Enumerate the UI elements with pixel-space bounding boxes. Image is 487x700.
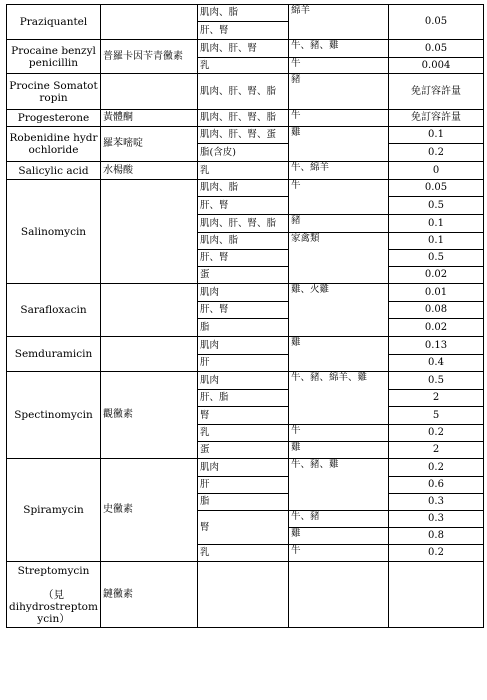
chinese-name xyxy=(101,284,198,337)
species: 豬 xyxy=(289,74,389,110)
residue-limit: 0.05 xyxy=(389,40,484,58)
tissue: 脂 xyxy=(198,319,289,337)
residue-limit xyxy=(389,562,484,628)
species: 牛 xyxy=(289,425,389,442)
table-row xyxy=(7,74,484,110)
table-row xyxy=(7,5,484,22)
residue-limit: 0.08 xyxy=(389,302,484,319)
tissue: 脂 xyxy=(198,494,289,511)
tissue: 脂(含皮) xyxy=(198,144,289,162)
table-row xyxy=(7,127,484,144)
drug-name: Progesterone xyxy=(7,110,101,127)
drug-name: Salinomycin xyxy=(7,180,101,284)
chinese-name: 普羅卡因苄青黴素 xyxy=(101,40,198,74)
chinese-name: 史黴素 xyxy=(101,459,198,562)
tissue: 肝、腎 xyxy=(198,197,289,215)
species: 牛、豬、雞 xyxy=(289,459,389,511)
drug-name: Streptomycin （見 dihydrostreptomycin） xyxy=(7,562,101,628)
tissue: 蛋 xyxy=(198,442,289,459)
tissue: 腎 xyxy=(198,511,289,545)
residue-limit-table xyxy=(6,4,484,628)
tissue: 乳 xyxy=(198,425,289,442)
residue-limit: 0.13 xyxy=(389,337,484,355)
tissue: 肌肉 xyxy=(198,284,289,302)
table-row xyxy=(7,40,484,58)
tissue: 肌肉 xyxy=(198,337,289,355)
tissue: 肌肉 xyxy=(198,372,289,390)
residue-limit: 0.6 xyxy=(389,477,484,494)
residue-limit: 0.1 xyxy=(389,215,484,233)
table-row xyxy=(7,162,484,180)
table-row xyxy=(7,284,484,302)
tissue: 蛋 xyxy=(198,267,289,284)
tissue: 肌肉、肝、腎 xyxy=(198,40,289,58)
residue-limit: 0.05 xyxy=(389,180,484,197)
residue-limit: 0.8 xyxy=(389,528,484,545)
species: 牛 xyxy=(289,545,389,562)
tissue: 肌肉、肝、腎、脂 xyxy=(198,74,289,110)
species: 牛、豬 xyxy=(289,511,389,528)
chinese-name xyxy=(101,74,198,110)
residue-limit: 0.004 xyxy=(389,58,484,74)
table-row xyxy=(7,562,484,628)
residue-limit: 免訂容許量 xyxy=(389,74,484,110)
tissue: 乳 xyxy=(198,545,289,562)
species: 豬 xyxy=(289,215,389,233)
tissue: 乳 xyxy=(198,58,289,74)
residue-limit: 0 xyxy=(389,162,484,180)
residue-limit: 0.01 xyxy=(389,284,484,302)
species: 綿羊 xyxy=(289,5,389,40)
residue-limit: 0.5 xyxy=(389,250,484,267)
tissue: 肌肉、肝、腎、脂 xyxy=(198,215,289,233)
species: 牛 xyxy=(289,180,389,215)
residue-limit: 0.4 xyxy=(389,355,484,372)
drug-name: Sarafloxacin xyxy=(7,284,101,337)
table-row xyxy=(7,459,484,477)
residue-limit: 2 xyxy=(389,442,484,459)
residue-limit: 0.3 xyxy=(389,511,484,528)
residue-limit: 0.02 xyxy=(389,267,484,284)
tissue: 肝 xyxy=(198,477,289,494)
drug-name: Procine Somatotropin xyxy=(7,74,101,110)
tissue: 肌肉、肝、腎、蛋 xyxy=(198,127,289,144)
tissue: 肝、腎 xyxy=(198,22,289,40)
tissue: 肌肉、脂 xyxy=(198,180,289,197)
species: 雞 xyxy=(289,528,389,545)
species: 家禽類 xyxy=(289,233,389,284)
tissue: 肌肉、肝、腎、脂 xyxy=(198,110,289,127)
chinese-name xyxy=(101,337,198,372)
residue-limit: 0.1 xyxy=(389,127,484,144)
species: 雞、火雞 xyxy=(289,284,389,337)
residue-limit: 0.2 xyxy=(389,459,484,477)
species: 牛、豬、綿羊、雞 xyxy=(289,372,389,425)
residue-limit: 0.1 xyxy=(389,233,484,250)
residue-limit: 0.2 xyxy=(389,425,484,442)
tissue: 乳 xyxy=(198,162,289,180)
residue-limit: 0.5 xyxy=(389,372,484,390)
drug-name: Robenidine hydrochloride xyxy=(7,127,101,162)
drug-name: Spiramycin xyxy=(7,459,101,562)
tissue: 肝 xyxy=(198,355,289,372)
species: 牛、綿羊 xyxy=(289,162,389,180)
residue-limit: 0.05 xyxy=(389,5,484,40)
residue-limit: 5 xyxy=(389,407,484,425)
table-row xyxy=(7,110,484,127)
tissue: 肝、脂 xyxy=(198,390,289,407)
residue-limit: 2 xyxy=(389,390,484,407)
table-row xyxy=(7,180,484,197)
tissue: 肝、腎 xyxy=(198,250,289,267)
chinese-name: 羅苯嘧啶 xyxy=(101,127,198,162)
chinese-name: 鏈黴素 xyxy=(101,562,198,628)
species: 牛 xyxy=(289,58,389,74)
tissue: 肌肉 xyxy=(198,459,289,477)
tissue: 肌肉、脂 xyxy=(198,5,289,22)
tissue: 腎 xyxy=(198,407,289,425)
chinese-name: 觀黴素 xyxy=(101,372,198,459)
chinese-name xyxy=(101,180,198,284)
residue-limit: 0.5 xyxy=(389,197,484,215)
chinese-name: 黃體酮 xyxy=(101,110,198,127)
table-row xyxy=(7,337,484,355)
species: 雞 xyxy=(289,127,389,162)
residue-limit: 0.2 xyxy=(389,144,484,162)
drug-name: Praziquantel xyxy=(7,5,101,40)
species: 牛、豬、雞 xyxy=(289,40,389,58)
drug-name: Spectinomycin xyxy=(7,372,101,459)
species: 牛 xyxy=(289,110,389,127)
table-row xyxy=(7,372,484,390)
residue-limit: 0.02 xyxy=(389,319,484,337)
residue-limit: 免訂容許量 xyxy=(389,110,484,127)
tissue: 肝、腎 xyxy=(198,302,289,319)
species: 雞 xyxy=(289,337,389,372)
residue-limit-table-page xyxy=(6,4,483,628)
drug-name: Salicylic acid xyxy=(7,162,101,180)
chinese-name xyxy=(101,5,198,40)
tissue: 肌肉、脂 xyxy=(198,233,289,250)
drug-name: Procaine benzylpenicillin xyxy=(7,40,101,74)
species: 雞 xyxy=(289,442,389,459)
drug-name: Semduramicin xyxy=(7,337,101,372)
tissue xyxy=(198,562,289,628)
chinese-name: 水楊酸 xyxy=(101,162,198,180)
residue-limit: 0.2 xyxy=(389,545,484,562)
residue-limit: 0.3 xyxy=(389,494,484,511)
species xyxy=(289,562,389,628)
